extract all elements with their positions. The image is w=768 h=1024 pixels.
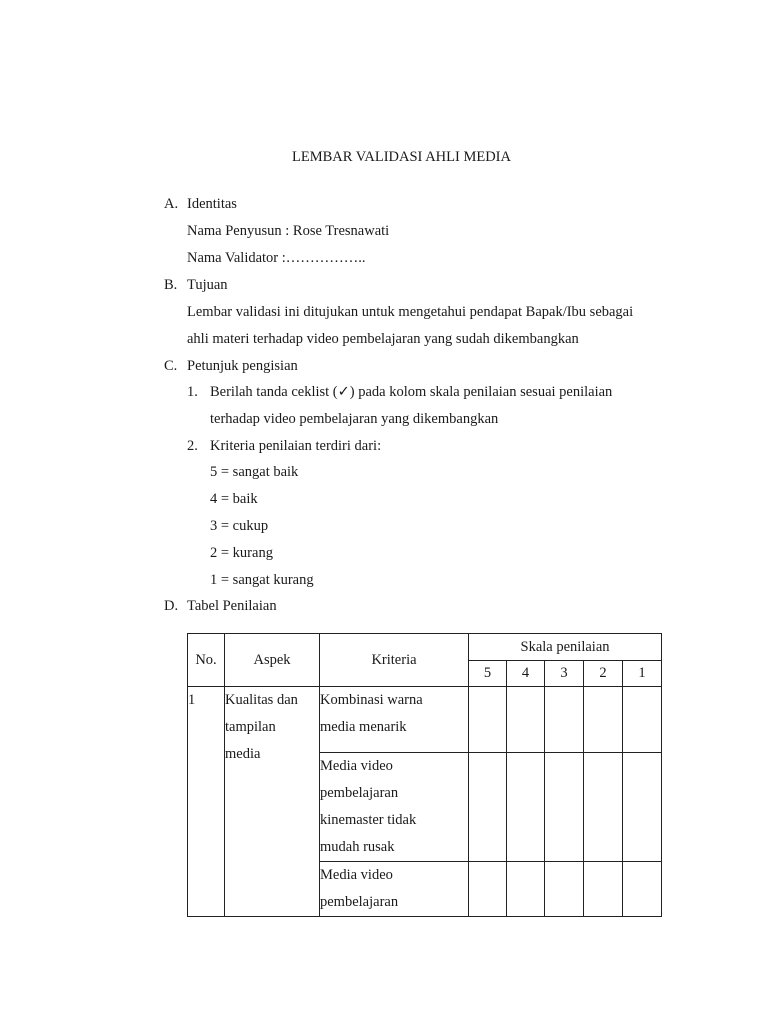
section-b-heading: Tujuan — [187, 277, 228, 293]
tujuan-line-2: ahli materi terhadap video pembelajaran yang sudah dikembangkan — [187, 331, 579, 347]
criteria-item: 5 = sangat baik — [210, 464, 299, 480]
table-row — [188, 687, 662, 753]
header-skala-penilaian: Skala penilaian — [469, 634, 662, 661]
header-no: No. — [188, 634, 225, 687]
header-kriteria: Kriteria — [320, 634, 469, 687]
score-cell-1[interactable] — [623, 687, 662, 753]
kriteria-line: mudah rusak — [320, 839, 395, 855]
score-cell-4[interactable] — [507, 687, 545, 753]
score-cell-4[interactable] — [507, 753, 545, 862]
scale-header-2: 2 — [584, 661, 623, 687]
score-cell-2[interactable] — [584, 753, 623, 862]
nama-validator-line: Nama Validator :…………….. — [187, 250, 366, 266]
tujuan-line-1: Lembar validasi ini ditujukan untuk mengetahui pendapat Bapak/Ibu sebagai — [187, 304, 634, 320]
header-aspek: Aspek — [225, 634, 320, 687]
kriteria-line: media menarik — [320, 719, 407, 735]
section-c-marker: C. — [164, 358, 178, 374]
row-no: 1 — [188, 692, 196, 708]
kriteria-line: Media video — [320, 867, 393, 883]
kriteria-cell — [320, 862, 469, 917]
score-cell-1[interactable] — [623, 862, 662, 917]
score-cell-5[interactable] — [469, 687, 507, 753]
kriteria-cell — [320, 753, 469, 862]
section-c-heading: Petunjuk pengisian — [187, 358, 298, 374]
aspek-line: tampilan — [225, 719, 276, 735]
score-cell-4[interactable] — [507, 862, 545, 917]
scale-header-5: 5 — [469, 661, 507, 687]
petunjuk-item-1-marker: 1. — [187, 384, 198, 400]
section-d-marker: D. — [164, 598, 179, 614]
petunjuk-item-1-line-2: terhadap video pembelajaran yang dikembangkan — [210, 411, 499, 427]
kriteria-line: Kombinasi warna — [320, 692, 423, 708]
document-title: LEMBAR VALIDASI AHLI MEDIA — [292, 149, 511, 165]
kriteria-line: Media video — [320, 758, 393, 774]
criteria-item: 3 = cukup — [210, 518, 269, 534]
nama-penyusun-line: Nama Penyusun : Rose Tresnawati — [187, 223, 390, 239]
assessment-table — [187, 633, 662, 917]
criteria-item: 4 = baik — [210, 491, 258, 507]
petunjuk-item-1-line-1: Berilah tanda ceklist (✓) pada kolom skala penilaian sesuai penilaian — [210, 384, 613, 400]
aspek-line: Kualitas dan — [225, 692, 298, 708]
kriteria-line: kinemaster tidak — [320, 812, 417, 828]
score-cell-3[interactable] — [545, 753, 584, 862]
aspek-line: media — [225, 746, 261, 762]
score-cell-3[interactable] — [545, 687, 584, 753]
row-no-cell — [188, 687, 225, 917]
kriteria-line: pembelajaran — [320, 894, 399, 910]
kriteria-cell — [320, 687, 469, 753]
scale-header-4: 4 — [507, 661, 545, 687]
section-a-heading: Identitas — [187, 196, 237, 212]
kriteria-line: pembelajaran — [320, 785, 399, 801]
score-cell-2[interactable] — [584, 687, 623, 753]
scale-header-1: 1 — [623, 661, 662, 687]
criteria-item: 1 = sangat kurang — [210, 572, 314, 588]
score-cell-5[interactable] — [469, 862, 507, 917]
score-cell-3[interactable] — [545, 862, 584, 917]
score-cell-2[interactable] — [584, 862, 623, 917]
criteria-item: 2 = kurang — [210, 545, 273, 561]
petunjuk-item-2-marker: 2. — [187, 438, 198, 454]
section-a-marker: A. — [164, 196, 179, 212]
petunjuk-item-2-line-1: Kriteria penilaian terdiri dari: — [210, 438, 382, 454]
section-d-heading: Tabel Penilaian — [187, 598, 277, 614]
aspek-cell — [225, 687, 320, 917]
section-b-marker: B. — [164, 277, 178, 293]
score-cell-5[interactable] — [469, 753, 507, 862]
score-cell-1[interactable] — [623, 753, 662, 862]
scale-header-3: 3 — [545, 661, 584, 687]
